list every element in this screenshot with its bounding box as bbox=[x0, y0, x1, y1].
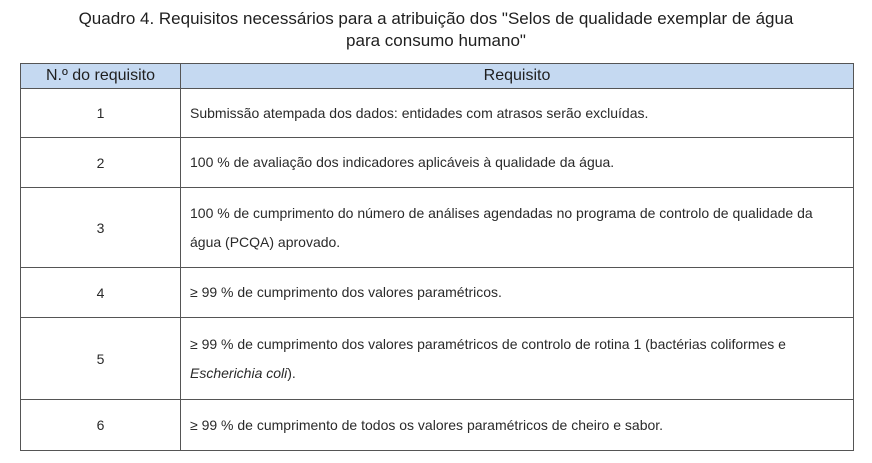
requirement-text: 100 % de avaliação dos indicadores aplicáveis à qualidade da água. bbox=[181, 138, 854, 188]
caption-line-1: Quadro 4. Requisitos necessários para a atribuição dos "Selos de qualidade exemplar de água bbox=[78, 9, 794, 28]
table-row bbox=[21, 400, 854, 451]
table-row bbox=[21, 89, 854, 138]
requirement-text-part: ). bbox=[287, 364, 296, 381]
requirement-text bbox=[181, 318, 854, 400]
requirement-number: 5 bbox=[21, 318, 181, 400]
requirements-table bbox=[20, 63, 854, 451]
requirement-number: 1 bbox=[21, 89, 181, 138]
requirement-number: 6 bbox=[21, 400, 181, 451]
requirements-table-container bbox=[20, 63, 853, 451]
table-row bbox=[21, 268, 854, 318]
table-row bbox=[21, 318, 854, 400]
requirement-number: 4 bbox=[21, 268, 181, 318]
requirement-text-part: ≥ 99 % de cumprimento dos valores paramétricos de controlo de rotina 1 (bactérias coliformes e bbox=[190, 335, 786, 352]
header-requirement: Requisito bbox=[181, 64, 854, 89]
table-row bbox=[21, 138, 854, 188]
table-caption bbox=[0, 8, 872, 52]
requirement-text: Submissão atempada dos dados: entidades com atrasos serão excluídas. bbox=[181, 89, 854, 138]
table-header-row bbox=[21, 64, 854, 89]
requirement-number: 2 bbox=[21, 138, 181, 188]
table-row bbox=[21, 188, 854, 268]
header-requirement-number: N.º do requisito bbox=[21, 64, 181, 89]
requirement-number: 3 bbox=[21, 188, 181, 268]
requirement-text: ≥ 99 % de cumprimento dos valores paramétricos. bbox=[181, 268, 854, 318]
caption-line-2: para consumo humano" bbox=[346, 31, 526, 50]
requirement-text: 100 % de cumprimento do número de análises agendadas no programa de controlo de qualidade da água (PCQA) aprovado. bbox=[181, 188, 854, 268]
requirement-text: ≥ 99 % de cumprimento de todos os valores paramétricos de cheiro e sabor. bbox=[181, 400, 854, 451]
requirement-text-italic: Escherichia coli bbox=[190, 364, 288, 381]
